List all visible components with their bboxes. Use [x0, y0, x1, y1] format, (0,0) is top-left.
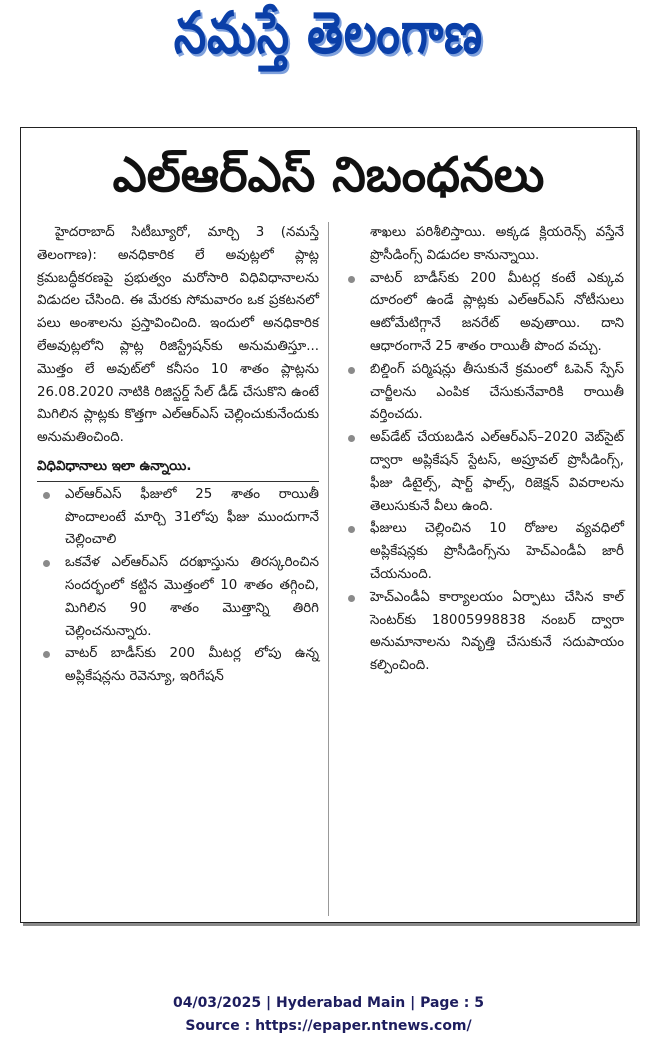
bullet-dot-icon: [348, 526, 355, 533]
intro-paragraph: హైదరాబాద్‌ సిటీబ్యూరో, మార్చి 3 (నమస్తే తెలంగాణ): అనధికారిక లే అవుట్లలో ప్లాట్ల క్రమబద్ధీకరణపై ప్రభుత్వం మరోసారి విధివిధానాలను విడుదల చేసింది. ఈ మేరకు సోమవారం ఒక ప్రకటనలో పలు అంశాలను ప్రస్తావించింది. ఇందులో అనధికారిక లేఅవుట్లలోని ప్లాట్ల రిజిస్ట్రేషన్‌కు అనుమతిస్తూ... మొత్తం లే అవుట్‌లో కనీసం 10 శాతం ప్లాట్లను 26.08.2020 నాటికి రిజిస్టర్డ్‌ సేల్‌ డీడ్‌ చేసుకొని ఉంటే మిగిలిన ప్లాట్లకు కొత్తగా ఎల్‌ఆర్‌ఎస్‌ చెల్లించుకునేందుకు అనుమతించింది.: [37, 225, 319, 446]
list-item: [342, 518, 624, 586]
list-item-text: ఒకవేళ ఎల్‌ఆర్‌ఎస్‌ దరఖాస్తును తిరస్కరించిన సందర్భంలో కట్టిన మొత్తంలో 10 శాతం తగ్గించి, మిగిలిన 90 శాతం మొత్తాన్ని తిరిగి చెల్లించనున్నారు.: [65, 555, 319, 639]
article-column-left: [37, 222, 319, 689]
list-item: [342, 268, 624, 359]
article-headline: ఎల్‌ఆర్‌ఎస్‌ నిబంధనలు: [112, 147, 545, 203]
bullet-dot-icon: [43, 651, 50, 658]
list-item-text: ఫీజులు చెల్లించిన 10 రోజుల వ్యవధిలో అప్లికేషన్లకు ప్రొసీడింగ్స్‌ను హెచ్‌ఎండీఏ జారీ చేయనుంది.: [370, 521, 624, 582]
list-item: [342, 359, 624, 427]
masthead-logo-text: నమస్తే తెలంగాణ: [173, 0, 484, 67]
bullet-dot-icon: [348, 367, 355, 374]
bullet-dot-icon: [43, 492, 50, 499]
continued-text: శాఖలు పరిశీలిస్తాయి. అక్కడ క్లియరెన్స్‌ వస్తేనే ప్రొసీడింగ్స్‌ విడుదల కానున్నాయి.: [370, 225, 624, 263]
bullet-dot-icon: [348, 276, 355, 283]
list-item-text: బిల్డింగ్‌ పర్మిషన్లు తీసుకునే క్రమంలో ఓపెన్‌ స్పేస్‌ చార్జీలను ఎంపిక చేసుకునేవారికి రాయితీ వర్తించదు.: [370, 361, 624, 423]
list-item: [342, 427, 624, 518]
newspaper-masthead: [0, 0, 657, 80]
bullet-dot-icon: [348, 595, 355, 602]
rules-list-left: [37, 484, 319, 689]
bullet-dot-icon: [348, 435, 355, 442]
list-item-text: ఎల్‌ఆర్‌ఎస్‌ ఫీజులో 25 శాతం రాయితీ పొందాలంటే మార్చి 31లోపు ఫీజు ముందుగానే చెల్లించాలి: [65, 486, 319, 548]
list-item-text: వాటర్‌ బాడీస్‌కు 200 మీటర్ల కంటే ఎక్కువ దూరంలో ఉండే ప్లాట్లకు ఎల్‌ఆర్‌ఎస్‌ నోటీసులు ఆటోమేటిగ్గానే జనరేట్‌ అవుతాయి. దాని ఆధారంగానే 25 శాతం రాయితీ పొంద వచ్చు.: [370, 270, 624, 354]
article-column-right: [342, 222, 624, 678]
footer-source: Source : https://epaper.ntnews.com/: [185, 1018, 472, 1034]
list-item: [37, 643, 319, 689]
bullet-dot-icon: [43, 560, 50, 567]
column-divider: [328, 222, 329, 916]
rules-list-right: [342, 268, 624, 678]
list-item-text: హెచ్‌ఎండీఏ కార్యాలయం ఏర్పాటు చేసిన కాల్‌ సెంటర్‌కు 18005998838 నంబర్‌ ద్వారా అనుమానాలను నివృత్తి చేసుకునే సదుపాయం కల్పించింది.: [370, 589, 624, 674]
list-item-text: అప్‌డేట్‌ చేయబడిన ఎల్‌ఆర్‌ఎస్‌–2020 వెబ్‌సైట్‌ ద్వారా అప్లికేషన్‌ స్టేటస్‌, అప్రూవల్‌ ప్రొసీడింగ్స్‌, ఫీజు డిటైల్స్‌, షార్ట్‌ ఫాల్స్‌, రిజెక్షన్‌ వివరాలను తెలుసుకునే వీలు ఉంది.: [370, 430, 624, 514]
list-item: [37, 552, 319, 643]
list-item: [37, 484, 319, 552]
footer-date-edition: 04/03/2025 | Hyderabad Main | Page : 5: [172, 995, 485, 1011]
list-item-text: వాటర్‌ బాడీస్‌కు 200 మీటర్ల లోపు ఉన్న అప్లికేషన్లను రెవెన్యూ, ఇరిగేషన్‌: [65, 646, 319, 685]
list-item: [342, 587, 624, 678]
rules-subheading: విధివిధానాలు ఇలా ఉన్నాయి.: [37, 456, 319, 482]
